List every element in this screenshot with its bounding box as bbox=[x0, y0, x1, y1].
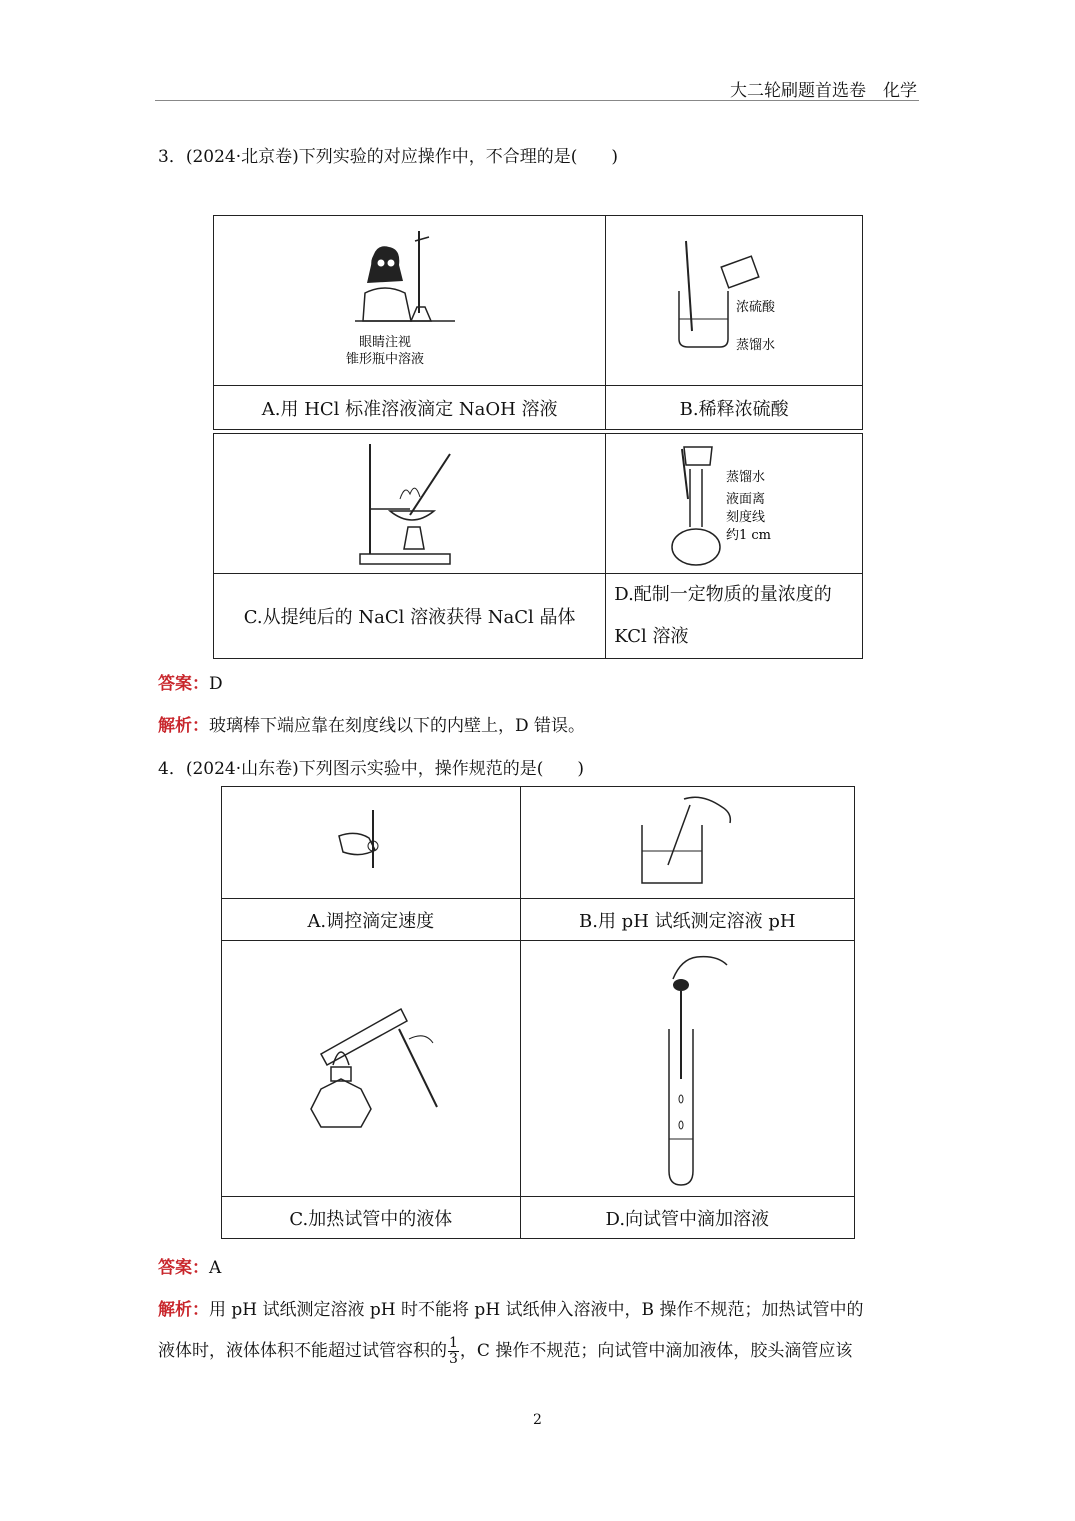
option-4b-text: B.用 pH 试纸测定溶液 pH bbox=[579, 910, 796, 932]
option-4c-cell bbox=[222, 1197, 521, 1239]
figure-b-label-1: 浓硫酸 bbox=[736, 299, 776, 315]
figure-b-label-2: 蒸馏水 bbox=[736, 337, 776, 353]
answer-value: D bbox=[209, 674, 223, 694]
option-4d-text: D.向试管中滴加溶液 bbox=[605, 1208, 770, 1230]
analysis-text-4-line-2a: 液体时，液体体积不能超过试管容积的 bbox=[158, 1341, 447, 1361]
evaporation-figure bbox=[350, 439, 470, 569]
titration-figure bbox=[345, 221, 475, 381]
option-4c-text: C.加热试管中的液体 bbox=[289, 1208, 453, 1230]
burette-control-figure bbox=[331, 808, 411, 878]
question-3-analysis bbox=[158, 711, 585, 736]
figure-4d-cell bbox=[520, 941, 854, 1197]
option-b-text: B.稀释浓硫酸 bbox=[679, 398, 789, 420]
option-4b-cell bbox=[520, 899, 854, 941]
fraction-numerator: 1 bbox=[449, 1335, 458, 1351]
option-c-text: C.从提纯后的 NaCl 溶液获得 NaCl 晶体 bbox=[243, 607, 576, 628]
dilution-figure bbox=[664, 231, 804, 371]
option-4a-text: A.调控滴定速度 bbox=[307, 910, 435, 932]
figure-d-label-1: 蒸馏水 bbox=[726, 469, 766, 485]
question-3-table bbox=[213, 215, 863, 659]
figure-a-cell bbox=[214, 216, 606, 386]
option-4d-cell bbox=[520, 1197, 854, 1239]
fraction-denominator: 3 bbox=[449, 1351, 458, 1367]
analysis-text-4-line-2b: ，C 操作不规范；向试管中滴加液体，胶头滴管应该 bbox=[459, 1341, 853, 1361]
ph-paper-figure bbox=[632, 795, 742, 890]
fraction-one-third bbox=[448, 1336, 459, 1367]
figure-d-cell bbox=[606, 434, 863, 574]
option-d-text-line-1: D.配制一定物质的量浓度的 bbox=[614, 584, 832, 605]
option-b-cell bbox=[606, 386, 863, 430]
question-4-analysis-line-2 bbox=[158, 1336, 918, 1367]
header-title: 大二轮刷题首选卷 化学 bbox=[730, 81, 917, 101]
question-4-stem: 4．(2024·山东卷)下列图示实验中，操作规范的是( ) bbox=[158, 759, 585, 779]
volumetric-flask-figure bbox=[664, 439, 804, 569]
option-d-cell bbox=[606, 574, 863, 659]
answer-label: 答案： bbox=[158, 674, 209, 694]
page-header bbox=[155, 76, 919, 101]
option-c-cell bbox=[214, 574, 606, 659]
figure-a-label-1: 眼睛注视 bbox=[358, 334, 411, 350]
answer-value-4: A bbox=[209, 1258, 222, 1278]
question-4-analysis-line-1 bbox=[158, 1295, 918, 1320]
figure-4b-cell bbox=[520, 787, 854, 899]
figure-a-label-2: 锥形瓶中溶液 bbox=[345, 351, 424, 367]
dropper-tube-figure bbox=[637, 949, 737, 1189]
heating-tube-figure bbox=[291, 999, 451, 1139]
question-4-table bbox=[221, 786, 855, 1239]
question-3-stem: 3．(2024·北京卷)下列实验的对应操作中，不合理的是( ) bbox=[158, 147, 619, 167]
figure-c-cell bbox=[214, 434, 606, 574]
option-d-text-line-2: KCl 溶液 bbox=[614, 626, 689, 647]
analysis-label-4: 解析： bbox=[158, 1300, 209, 1320]
analysis-text: 玻璃棒下端应靠在刻度线以下的内壁上，D 错误。 bbox=[209, 716, 586, 736]
option-a-text: A.用 HCl 标准溶液滴定 NaOH 溶液 bbox=[261, 398, 558, 420]
figure-d-label-3: 刻度线 bbox=[726, 509, 766, 525]
figure-4a-cell bbox=[222, 787, 521, 899]
figure-d-label-2: 液面离 bbox=[726, 491, 766, 507]
figure-d-label-4: 约1 cm bbox=[726, 527, 772, 543]
analysis-text-4-line-1: 用 pH 试纸测定溶液 pH 时不能将 pH 试纸伸入溶液中，B 操作不规范；加热试管中的 bbox=[209, 1300, 864, 1320]
question-4-answer bbox=[158, 1253, 221, 1278]
figure-4c-cell bbox=[222, 941, 521, 1197]
answer-label-4: 答案： bbox=[158, 1258, 209, 1278]
option-a-cell bbox=[214, 386, 606, 430]
option-4a-cell bbox=[222, 899, 521, 941]
page-number: 2 bbox=[533, 1412, 542, 1428]
figure-b-cell bbox=[606, 216, 863, 386]
question-3-answer bbox=[158, 669, 223, 694]
analysis-label: 解析： bbox=[158, 716, 209, 736]
